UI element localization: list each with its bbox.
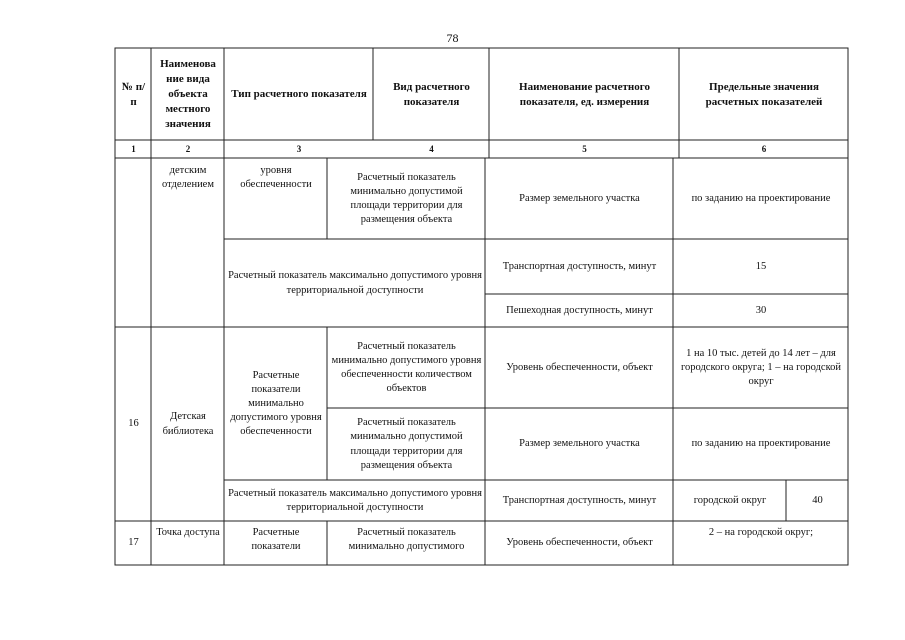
row-a-walk-value: 30 [755, 304, 767, 316]
row-a-kind: Расчетный показатель минимально допустимой площади территории для размещения объекта [350, 171, 463, 226]
row-16-kind-1: Расчетный показатель минимально допустимого уровня обеспеченности количеством объектов [331, 340, 482, 395]
row-16-transport-label: городской округ [693, 494, 767, 506]
row-a-access-kind: Расчетный показатель максимально допустимого уровня территориальной доступности [228, 270, 482, 296]
row-17-object-name: Точка доступа [156, 527, 220, 538]
row-16-object-name: Детская библиотека [162, 411, 214, 437]
header-limit-values: Предельные значения расчетных показателей [705, 80, 823, 108]
row-17-param: Уровень обеспеченности, объект [506, 537, 653, 549]
page-number: 78 [446, 31, 459, 45]
row-a-walk-param: Пешеходная доступность, минут [506, 304, 653, 316]
row-17-type: Расчетные показатели [251, 527, 301, 553]
row-16-access-kind: Расчетный показатель максимально допустимого уровня территориальной доступности [228, 487, 482, 513]
row-16-type: Расчетные показатели минимально допустимого уровня обеспеченности [230, 369, 322, 438]
row-17-kind: Расчетный показатель минимально допустимого [348, 527, 465, 553]
row-a-transport-value: 15 [755, 260, 767, 272]
row-16-number: 16 [128, 418, 139, 430]
header-param-name: Наименование расчетного показателя, ед. измерения [519, 80, 650, 108]
col-number-5: 5 [582, 144, 587, 155]
row-16-transport-param: Транспортная доступность, минут [502, 494, 657, 506]
row-16-param-2: Размер земельного участка [519, 438, 640, 450]
row-a-object-name: детским отделением [161, 165, 214, 191]
row-16-transport-value: 40 [812, 494, 823, 506]
header-type: Тип расчетного показателя [231, 88, 367, 101]
row-16-kind-2: Расчетный показатель минимально допустимой площади территории для размещения объекта [350, 417, 463, 471]
col-number-4: 4 [429, 144, 434, 155]
col-number-3: 3 [296, 144, 302, 155]
header-num: № п/п [121, 80, 146, 108]
row-a-type: уровня обеспеченности [240, 165, 312, 191]
row-a-value: по заданию на проектирование [691, 192, 831, 204]
header-kind: Вид расчетного показателя [393, 80, 470, 108]
row-a-param: Размер земельного участка [519, 192, 640, 204]
row-17-number: 17 [128, 537, 139, 549]
row-16-value-2: по заданию на проектирование [691, 438, 831, 450]
row-a-transport-param: Транспортная доступность, минут [502, 260, 657, 272]
row-16-param-1: Уровень обеспеченности, объект [506, 361, 653, 373]
header-object-name: Наименова ние вида объекта местного значения [160, 58, 216, 130]
col-number-1: 1 [131, 144, 136, 155]
col-number-2: 2 [185, 144, 191, 155]
row-17-value: 2 – на городской округ; [708, 527, 814, 538]
row-16-value-1: 1 на 10 тыс. детей до 14 лет – для городского округа; 1 – на городской округ [680, 347, 842, 388]
col-number-6: 6 [761, 144, 767, 155]
